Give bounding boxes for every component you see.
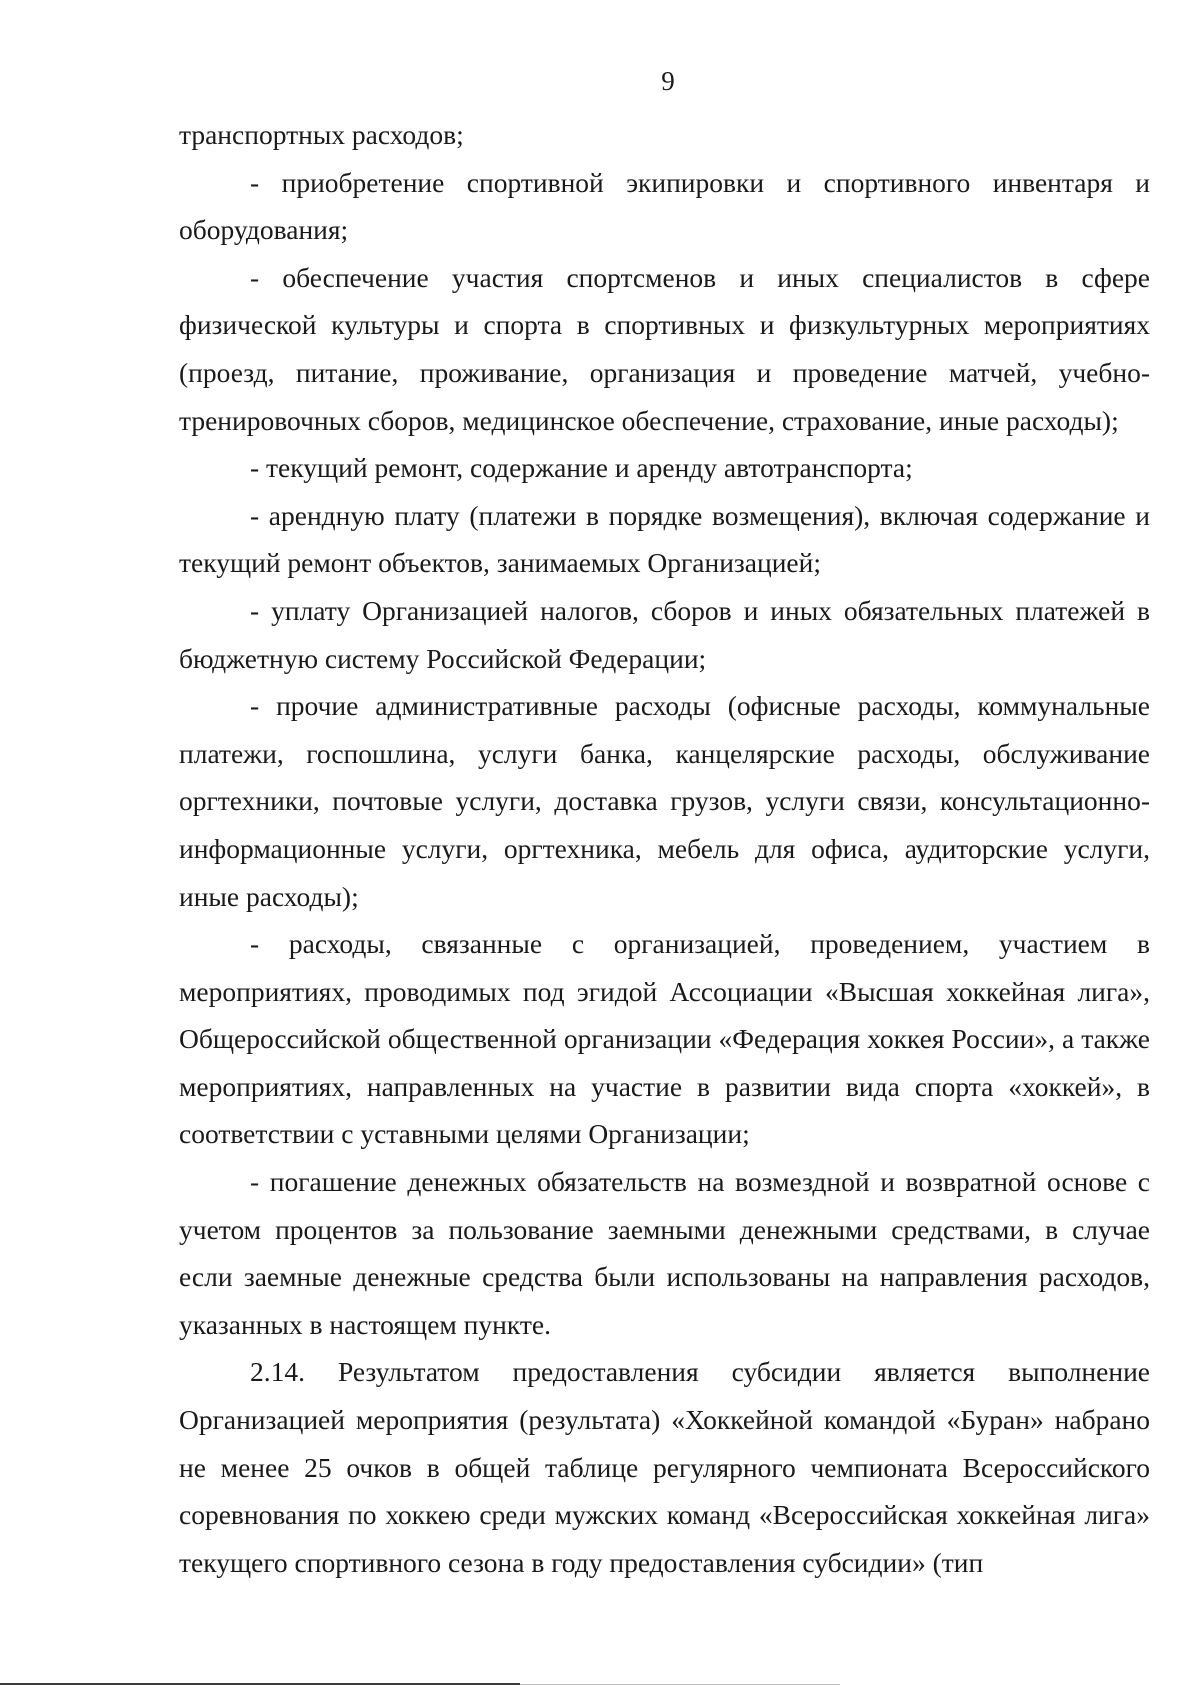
paragraph-rent: - арендную плату (платежи в порядке возмещения), включая содержание и текущий ремонт объектов, занимаемых Организацией; [179,499,1150,579]
page-number: 9 [661,66,675,96]
paragraph-athlete-participation: - обеспечение участия спортсменов и иных специалистов в сфере физической культуры и спорта в спортивных и физкультурных мероприятиях (проезд, питание, проживание, организация и проведение матчей, учебно-тренировочных сборов, медицинское обеспечение, страхование, иные расходы); [179,261,1150,436]
paragraph-debt-repayment: - погашение денежных обязательств на возмездной и возвратной основе с учетом процентов за пользование заемными денежными средствами, в случае если заемные денежные средства были использованы на направления расходов, указанных в настоящем пункте. [179,1166,1150,1340]
document-body [179,111,1150,1586]
paragraph-section-2-14: 2.14. Результатом предоставления субсидии является выполнение Организацией мероприятия (результата) «Хоккейной командой «Буран» набрано не менее 25 очков в общей таблице регулярного чемпионата Всероссийского соревнования по хоккею среди мужских команд «Всероссийская хоккейная лига» текущего спортивного сезона в году предоставления субсидии» (тип [179,1356,1150,1578]
paragraph-sports-equipment: - приобретение спортивной экипировки и спортивного инвентаря и оборудования; [179,166,1150,246]
paragraph-administrative-costs: - прочие административные расходы (офисные расходы, коммунальные платежи, госпошлина, услуги банка, канцелярские расходы, обслуживание оргтехники, почтовые услуги, доставка грузов, услуги связи, консультационно-информационные услуги, оргтехника, мебель для офиса, аудиторские услуги, иные расходы); [179,690,1150,912]
paragraph-transport-costs-continuation: транспортных расходов; [179,119,464,150]
paragraph-vehicle-maintenance: - текущий ремонт, содержание и аренду автотранспорта; [250,452,913,484]
paragraph-taxes: - уплату Организацией налогов, сборов и иных обязательных платежей в бюджетную систему Российской Федерации; [179,594,1150,674]
paragraph-events-costs: - расходы, связанные с организацией, проведением, участием в мероприятиях, проводимых под эгидой Ассоциации «Высшая хоккейная лига», Общероссийской общественной организации «Федерация хоккея России», а также мероприятиях, направленных на участие в развитии вида спорта «хоккей», в соответствии с уставными целями Организации; [179,928,1150,1150]
bottom-scan-rule-fade [520,1684,840,1685]
bottom-scan-rule [0,1683,520,1685]
